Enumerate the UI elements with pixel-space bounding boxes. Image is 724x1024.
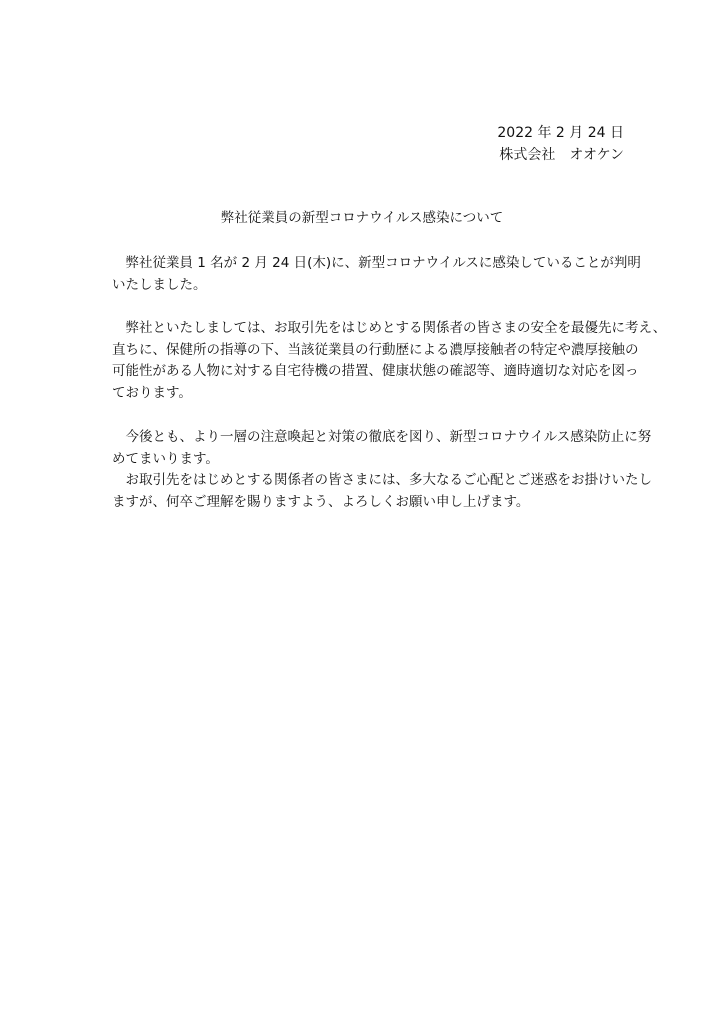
paragraph-line: いたしました。 xyxy=(112,276,207,293)
document-title: 弊社従業員の新型コロナウイルス感染について xyxy=(220,210,504,226)
paragraph-line: 今後とも、より一層の注意喚起と対策の徹底を図り、新型コロナウイルス感染防止に努 xyxy=(112,429,652,445)
paragraph-line: 可能性がある人物に対する自宅待機の措置、健康状態の確認等、適時適切な対応を図っ xyxy=(112,363,639,379)
paragraph-line: 弊社従業員 1 名が 2 月 24 日(木)に、新型コロナウイルスに感染していることが判明 xyxy=(112,255,641,271)
paragraph-line: お取引先をはじめとする関係者の皆さまには、多大なるご心配とご迷惑をお掛けいたし xyxy=(112,472,652,488)
paragraph-line: ております。 xyxy=(112,384,192,401)
paragraph-response-measures xyxy=(112,318,667,404)
paragraph-line: めてまいります。 xyxy=(112,450,219,467)
paragraph-closing xyxy=(112,427,652,513)
paragraph-line: ますが、何卒ご理解を賜りますよう、よろしくお願い申し上げます。 xyxy=(112,493,530,510)
document-header xyxy=(497,122,624,166)
paragraph-line: 直ちに、保健所の指導の下、当該従業員の行動歴による濃厚接触者の特定や濃厚接触の xyxy=(112,341,639,358)
paragraph-line: 弊社といたしましては、お取引先をはじめとする関係者の皆さまの安全を最優先に考え、 xyxy=(112,320,667,336)
company-name: 株式会社 オオケン xyxy=(499,147,624,163)
paragraph-infection-report xyxy=(112,253,642,296)
document-date: 2022 年 2 月 24 日 xyxy=(497,125,624,141)
